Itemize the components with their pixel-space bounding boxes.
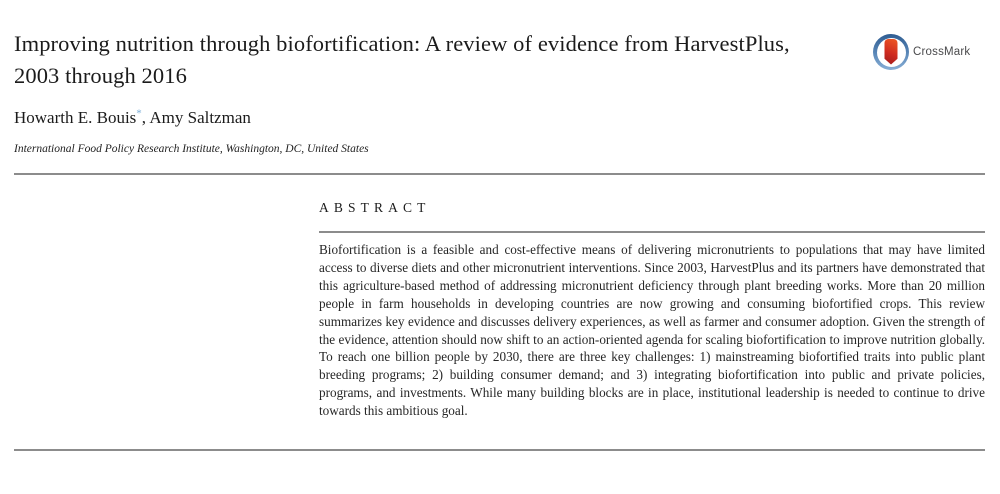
affiliation: International Food Policy Research Institute, Washington, DC, United States [14, 143, 369, 155]
crossmark-label: CrossMark [913, 46, 971, 58]
divider-header [14, 173, 985, 175]
divider-abstract [319, 231, 985, 233]
author-second: Amy Saltzman [149, 108, 251, 127]
page-title: Improving nutrition through biofortification: A review of evidence from HarvestPlus, 2003 through 2016 [14, 31, 790, 88]
author-separator: , [141, 108, 150, 127]
abstract-heading: ABSTRACT [319, 200, 431, 215]
abstract-body: Biofortification is a feasible and cost-effective means of delivering micronutrients to populations that may have limited access to diverse diets and other micronutrient interventions. Since 2003, HarvestPlus and its partners have demonstrated that this agriculture-based method of addressing micronutrient deficiency through plant breeding works. More than 20 million people in farm households in developing countries are now growing and consuming biofortified crops. This review summarizes key evidence and discusses delivery experiences, as well as farmer and consumer adoption. Given the strength of the evidence, attention should now shift to an action-oriented agenda for scaling biofortification to improve nutrition globally. To reach one billion people by 2030, there are three key challenges: 1) mainstreaming biofortified traits into public plant breeding programs; 2) building consumer demand; and 3) integrating biofortification into public and private policies, programs, and investments. While many building blocks are in place, institutional leadership is needed to continue to drive towards this ambitious goal. [319, 242, 985, 419]
author-first: Howarth E. Bouis [14, 108, 137, 127]
divider-footer [14, 449, 985, 451]
crossmark-badge[interactable] [873, 34, 970, 70]
author-line [14, 108, 251, 128]
corresponding-author-mark: * [136, 107, 142, 120]
crossmark-bookmark-icon [873, 34, 909, 70]
